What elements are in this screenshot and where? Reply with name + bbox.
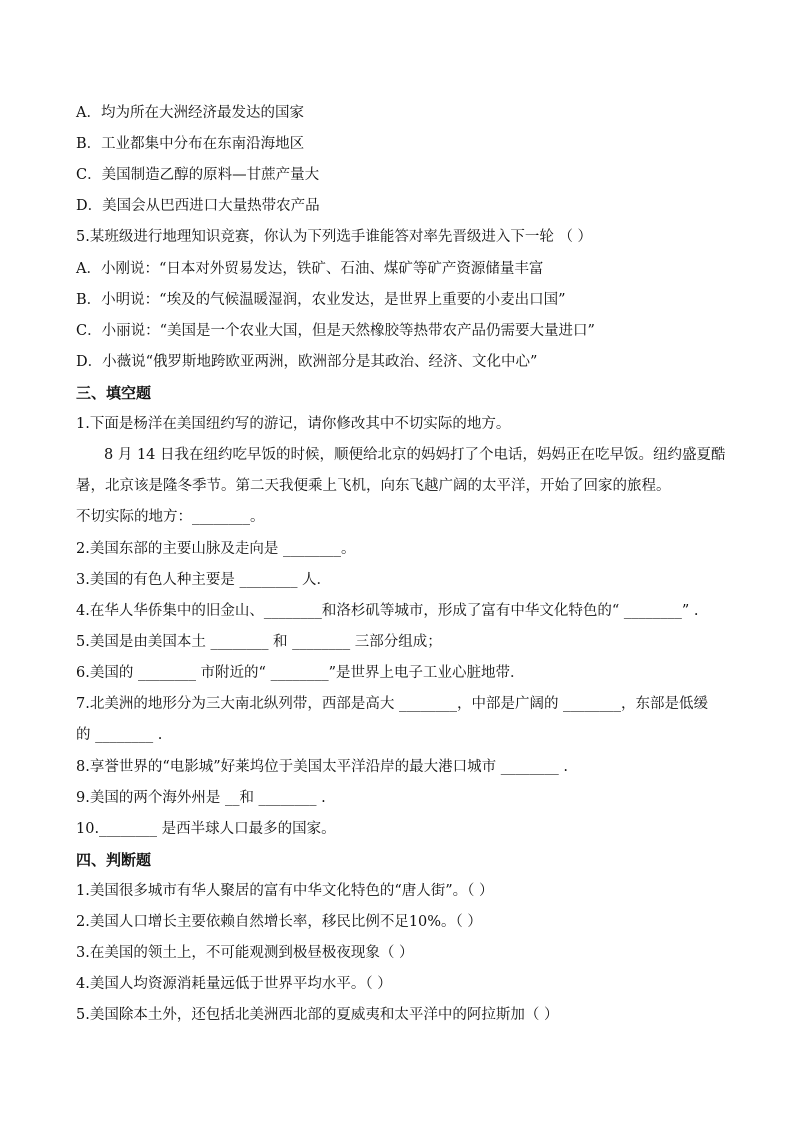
q5-choice-b: B．小明说：“埃及的气候温暖湿润，农业发达，是世界上重要的小麦出口国” [76,292,566,308]
fill-q5: 5.美国是由美国本土 ________ 和 ________ 三部分组成； [76,634,442,650]
q5-choice-c: C．小丽说：“美国是一个农业大国，但是天然橡胶等热带农产品仍需要大量进口” [76,323,595,339]
fill-q1-answer: 不切实际的地方：________。 [76,509,265,525]
fill-q3: 3.美国的有色人种主要是 ________ 人． [76,572,332,588]
q5-choice-d: D．小薇说“俄罗斯地跨欧亚两洲，欧洲部分是其政治、经济、文化中心” [76,354,538,370]
fill-q7-line1: 7.北美洲的地形分为三大南北纵列带，西部是高大 ________，中部是广阔的 ________，东部是低缓 [76,696,709,712]
tf-q4: 4.美国人均资源消耗量远低于世界平均水平。（ ） [76,976,392,992]
section-heading-true-false: 四、判断题 [76,851,152,869]
tf-q5: 5.美国除本土外，还包括北美洲西北部的夏威夷和太平洋中的阿拉斯加（ ） [76,1007,559,1023]
q4-choice-a: A．均为所在大洲经济最发达的国家 [76,105,304,121]
fill-q9: 9.美国的两个海外州是 __和 ________ . [76,790,326,806]
fill-q8: 8.享誉世界的“电影城”好莱坞位于美国太平洋沿岸的最大港口城市 ________ . [76,759,568,775]
tf-q3: 3.在美国的领土上，不可能观测到极昼极夜现象（ ） [76,945,414,961]
tf-q1: 1.美国很多城市有华人聚居的富有中华文化特色的“唐人街”。（ ） [76,883,494,899]
section-heading-fill-blank: 三、填空题 [76,384,152,402]
q4-choice-c: C．美国制造乙醇的原料—甘蔗产量大 [76,167,320,183]
fill-q10: 10.________ 是西半球人口最多的国家。 [76,821,336,837]
fill-q1-stem: 1.下面是杨洋在美国纽约写的游记，请你修改其中不切实际的地方。 [76,416,511,432]
fill-q6: 6.美国的 ________ 市附近的“ ________”是世界上电子工业心脏地带． [76,665,525,681]
fill-q2: 2.美国东部的主要山脉及走向是 ________。 [76,541,356,557]
fill-q1-passage-line2: 暑，北京该是隆冬季节。第二天我便乘上飞机，向东飞越广阔的太平洋，开始了回家的旅程。 [76,478,671,494]
q5-stem: 5.某班级进行地理知识竞赛，你认为下列选手谁能答对率先晋级进入下一轮 （ ） [76,229,593,245]
fill-q4: 4.在华人华侨集中的旧金山、________和洛杉矶等城市，形成了富有中华文化特色的“ ________” . [76,603,699,619]
fill-q1-passage-line1: 8 月 14 日我在纽约吃早饭的时候，顺便给北京的妈妈打了个电话，妈妈正在吃早饭。纽约盛夏酷 [104,447,726,463]
q4-choice-b: B．工业都集中分布在东南沿海地区 [76,136,305,152]
tf-q2: 2.美国人口增长主要依赖自然增长率，移民比例不足10%。（ ） [76,914,482,930]
q4-choice-d: D．美国会从巴西进口大量热带农产品 [76,198,320,214]
fill-q7-line2: 的 ________ . [76,727,163,743]
q5-choice-a: A．小刚说：“日本对外贸易发达，铁矿、石油、煤矿等矿产资源储量丰富 [76,261,544,277]
